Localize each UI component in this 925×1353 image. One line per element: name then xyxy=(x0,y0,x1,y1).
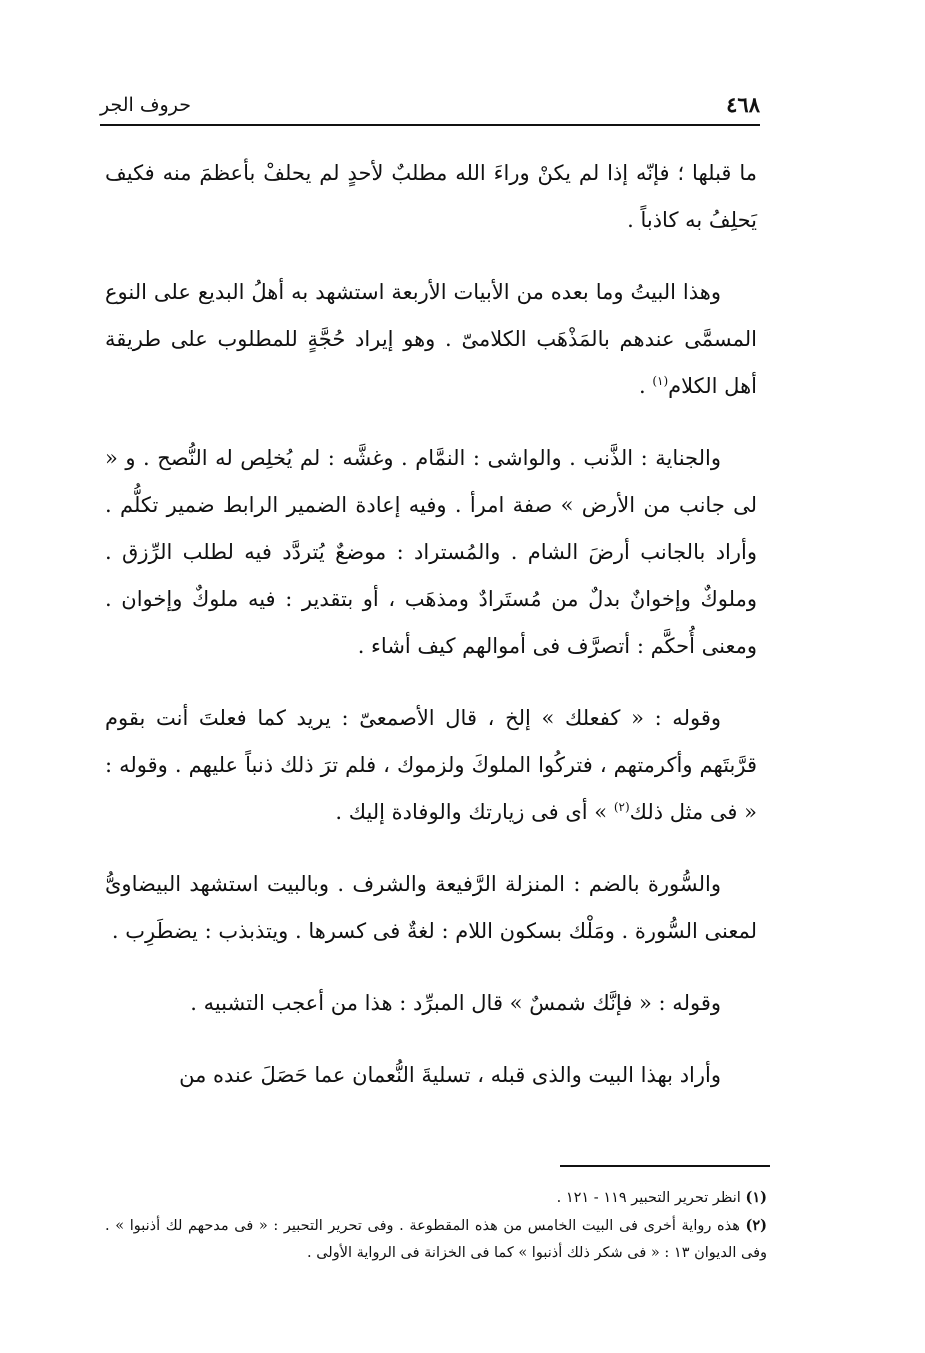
main-text xyxy=(105,150,757,1124)
page-number: ٤٦٨ xyxy=(726,92,760,117)
footnote-text: هذه رواية أخرى فى البيت الخامس من هذه المقطوعة . وفى تحرير التحبير : « فى مدحهم لك أذنبوا » . وفى الديوان ١٣ : « فى شكر ذلك أذنبوا » كما فى الخزانة فى الرواية الأولى . xyxy=(105,1218,767,1261)
page-header xyxy=(100,92,760,122)
running-title: حروف الجر xyxy=(100,94,191,116)
paragraph-2 xyxy=(105,269,757,410)
paragraph-3 xyxy=(105,435,757,670)
paragraph-6 xyxy=(105,980,757,1027)
footnote-number: (١) xyxy=(745,1189,767,1206)
footnote-rule xyxy=(560,1165,770,1167)
paragraph-7 xyxy=(105,1052,757,1099)
footnote-1 xyxy=(105,1184,767,1212)
paragraph-1 xyxy=(105,150,757,244)
paragraph-text: ما قبلها ؛ فإنّه إذا لم يكنْ وراءَ الله مطلبٌ لأحدٍ لم يحلفْ بأعظمَ منه فكيف يَحلِفُ به كاذباً . xyxy=(105,161,757,232)
paragraph-text: والجناية : الذَّنب . والواشى : النمَّام . وغشَّه : لم يُخلِص له النُّصح . و « لى جانب من الأرض » صفة امرأ . وفيه إعادة الضمير الرابط ضمير تكلُّم . وأراد بالجانب أرضَ الشام . والمُستراد : موضعٌ يُتردَّد فيه لطلب الرِّزق . وملوكٌ وإخوانٌ بدلٌ من مُستَرادٌ ومذهَب ، أو بتقدير : فيه ملوكٌ وإخوان . ومعنى أُحكَّم : أتصرَّف فى أموالهم كيف أشاء . xyxy=(105,446,757,658)
paragraph-text: وقوله : « فإنَّك شمسٌ » قال المبرِّد : هذا من أعجب التشبيه . xyxy=(190,991,721,1015)
footnotes xyxy=(105,1184,767,1267)
header-rule xyxy=(100,124,760,126)
paragraph-text: والسُّورة بالضم : المنزلة الرَّفيعة والشرف . وبالبيت استشهد البيضاوىُّ لمعنى السُّورة . ومَلْك بسكون اللام : لغةٌ فى كسرها . ويتذبذب : يضطَرِب . xyxy=(105,872,757,943)
paragraph-text: وهذا البيتُ وما بعده من الأبيات الأربعة استشهد به أهلُ البديع على النوع المسمَّى عندهم بالمَذْهَب الكلامىّ . وهو إيراد حُجَّةٍ للمطلوب على طريقة أهل الكلام xyxy=(105,280,757,398)
paragraph-text: وأراد بهذا البيت والذى قبله ، تسليةَ النُّعمان عما حَصَلَ عنده من xyxy=(179,1063,721,1087)
footnote-text: انظر تحرير التحبير ١١٩ - ١٢١ . xyxy=(556,1190,741,1206)
paragraph-4 xyxy=(105,695,757,836)
footnote-2 xyxy=(105,1212,767,1267)
paragraph-text: وقوله : « كفعلك » إلخ ، قال الأصمعىّ : يريد كما فعلتَ أنت بقوم قرَّبتَهم وأكرمتهم ، فتركُوا الملوكَ ولزموك ، فلم ترَ ذلك ذنباً عليهم . وقوله : « فى مثل ذلك xyxy=(105,706,757,824)
footnote-number: (٢) xyxy=(745,1217,768,1234)
paragraph-text-tail: » أى فى زيارتك والوفادة إليك . xyxy=(335,800,614,824)
footnote-marker: (١) xyxy=(652,374,669,388)
footnote-marker: (٢) xyxy=(613,800,630,814)
paragraph-5 xyxy=(105,861,757,955)
paragraph-text-tail: . xyxy=(638,374,653,398)
